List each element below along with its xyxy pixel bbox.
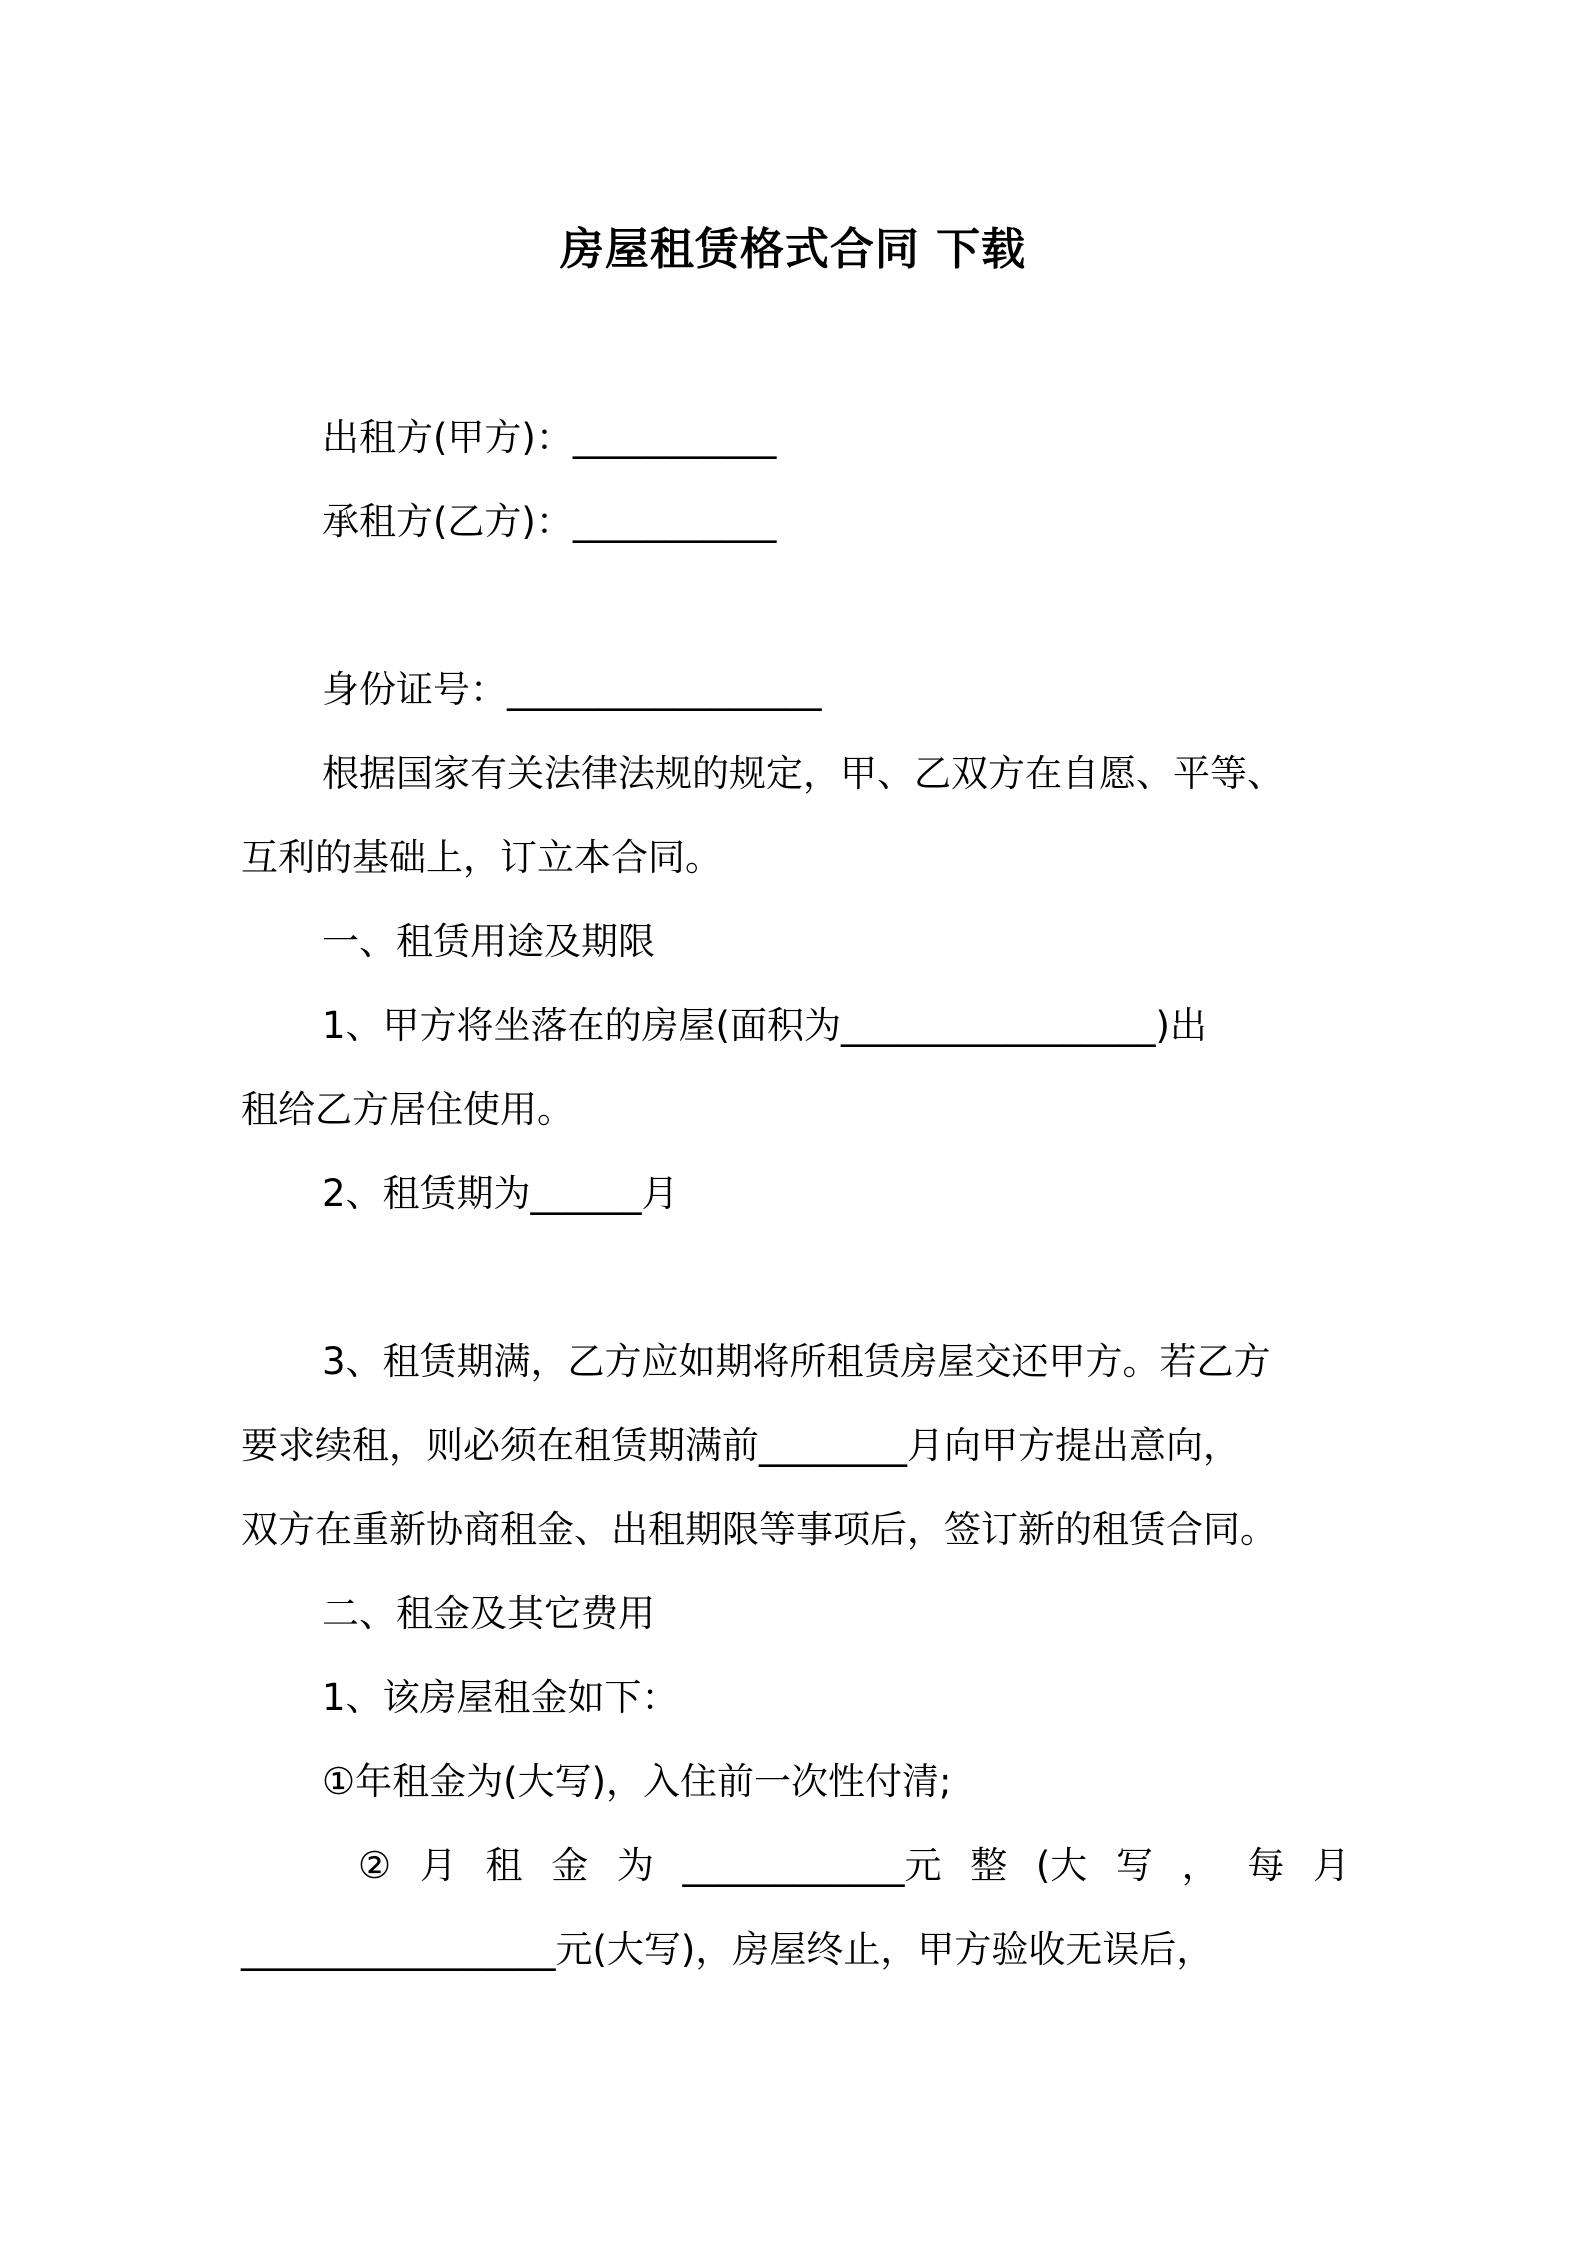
spread-token: 整	[970, 1844, 1008, 1887]
spread-token: 每	[1247, 1844, 1285, 1887]
spread-token: 为	[616, 1844, 654, 1887]
spread-token: ②	[358, 1844, 392, 1887]
document-title: 房屋租赁格式合同 下载	[559, 224, 1027, 275]
spread-token: 金	[551, 1844, 589, 1887]
paragraph-line: 3、租赁期满，乙方应如期将所租赁房屋交还甲方。若乙方	[322, 1340, 1271, 1383]
paragraph-line: 1、甲方将坐落在的房屋(面积为_________________)出	[322, 1004, 1207, 1047]
section-heading: 二、租金及其它费用	[322, 1592, 655, 1635]
paragraph-line: 双方在重新协商租金、出租期限等事项后，签订新的租赁合同。	[241, 1508, 1277, 1551]
paragraph-line: 互利的基础上，订立本合同。	[241, 836, 722, 879]
paragraph-line: 租给乙方居住使用。	[241, 1088, 574, 1131]
paragraph-line: 要求续租，则必须在租赁期满前________月向甲方提出意向，	[241, 1424, 1240, 1467]
lessee-line: 承租方(乙方)：___________	[322, 500, 777, 543]
spread-token: ，	[1181, 1844, 1219, 1887]
paragraph-line: 1、该房屋租金如下：	[322, 1676, 679, 1719]
spread-token: (大	[1035, 1844, 1088, 1887]
spread-token: ____________元	[682, 1844, 942, 1887]
lessor-line: 出租方(甲方)：___________	[322, 416, 777, 459]
id-number-line: 身份证号：_________________	[322, 668, 822, 711]
paragraph-line: _________________元(大写)，房屋终止，甲方验收无误后，	[241, 1928, 1214, 1971]
paragraph-line: ①年租金为(大写)，入住前一次性付清;	[322, 1760, 952, 1803]
spread-token: 月	[1313, 1844, 1350, 1887]
section-heading: 一、租赁用途及期限	[322, 920, 655, 963]
paragraph-line: 根据国家有关法律法规的规定，甲、乙双方在自愿、平等、	[322, 752, 1284, 795]
spread-token: 写	[1115, 1844, 1153, 1887]
spread-token: 租	[485, 1844, 523, 1887]
paragraph-line: 2、租赁期为______月	[322, 1172, 679, 1215]
monthly-rent-line	[358, 1840, 1350, 1892]
spread-token: 月	[419, 1844, 457, 1887]
